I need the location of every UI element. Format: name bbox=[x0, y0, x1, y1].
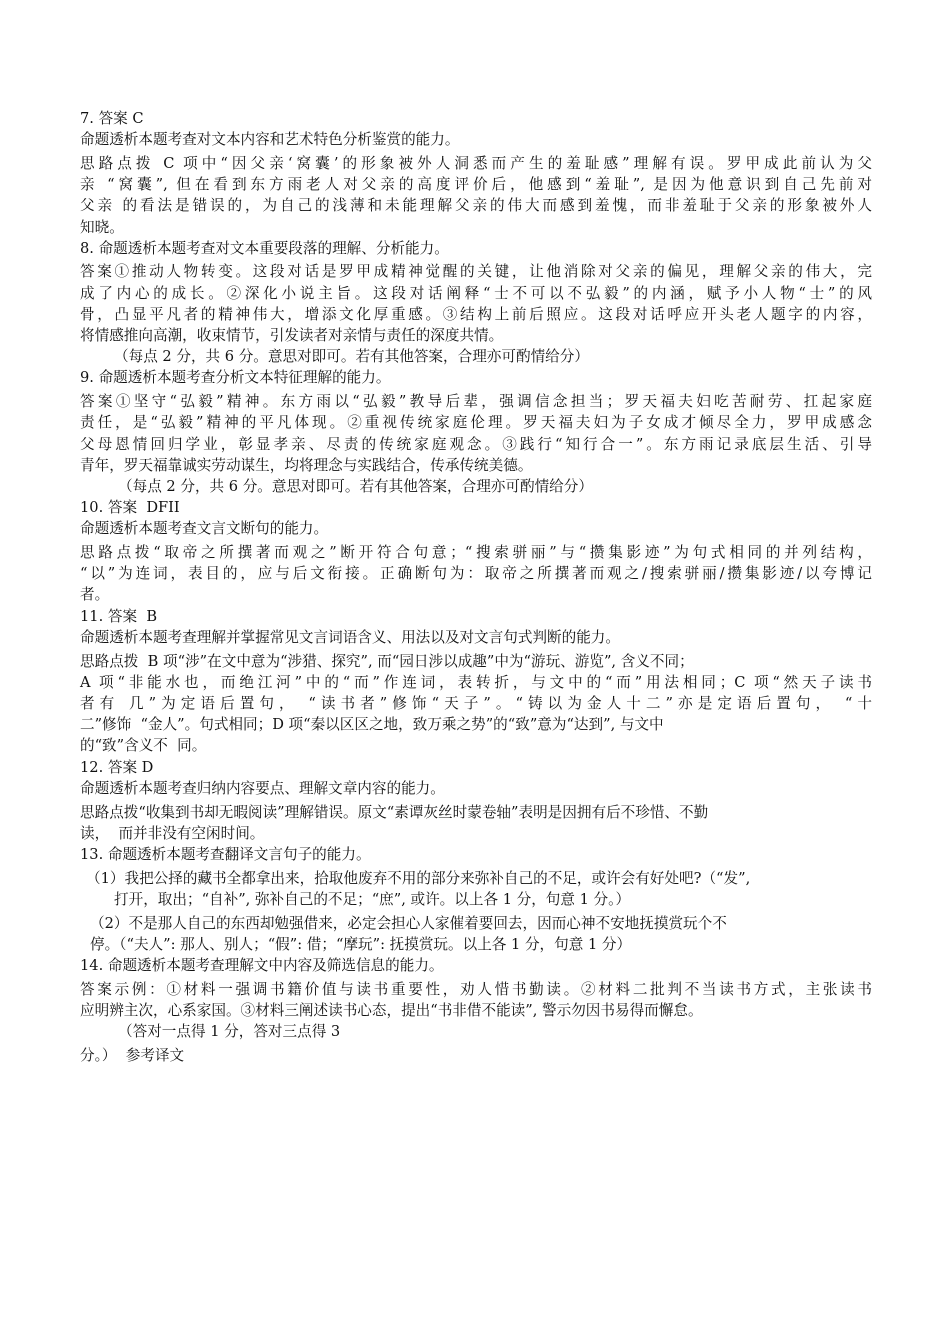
q13-item2-line2: 停。（“夫人”: 那人、别人；“假”: 借；“摩玩”: 抚摸赏玩。以上各 1 分，句意 1 分） bbox=[90, 935, 632, 953]
q14-scoring-note-end: 分。） 参考译文 bbox=[80, 1046, 185, 1064]
q14-analysis: 14. 命题透析本题考查理解文中内容及筛选信息的能力。 bbox=[80, 956, 444, 974]
q9-answer-line2: 责任，是“弘毅”精神的平凡体现。②重视传统家庭伦理。罗天福夫妇为子女成才倾尽全力，罗甲成感念 bbox=[80, 414, 872, 432]
q11-hint-line5: 的“致”含义不 同。 bbox=[80, 737, 207, 755]
q13-analysis: 13. 命题透析本题考查翻译文言句子的能力。 bbox=[80, 845, 371, 863]
q9-scoring-note: （每点 2 分，共 6 分。意思对即可。若有其他答案，合理亦可酌情给分） bbox=[118, 477, 593, 495]
q11-hint-line1: 思路点拨 B 项“涉”在文中意为“涉猎、探究”, 而“园日涉以成趣”中为“游玩、游览”, 含义不同； bbox=[80, 652, 694, 670]
q8-answer-line4: 将情感推向高潮，收束情节，引发读者对亲情与责任的深度共情。 bbox=[80, 327, 504, 345]
q9-answer-line3: 父母恩情回归学业，彰显孝亲、尽责的传统家庭观念。③践行“知行合一”。东方雨记录底层生活、引导 bbox=[80, 435, 872, 453]
q7-analysis: 命题透析本题考查对文本内容和艺术特色分析鉴赏的能力。 bbox=[80, 131, 460, 149]
q14-answer-line2: 应明辨主次，心系家国。③材料三阐述读书心态，提出“书非借不能读”, 警示勿因书易得而懈怠。 bbox=[80, 1001, 703, 1019]
q10-hint-line1: 思路点拨“取帝之所撰著而观之”断开符合句意；“搜索骈丽”与“攒集影迹”为句式相同的并列结构， bbox=[80, 544, 872, 562]
q12-answer: 12. 答案 D bbox=[80, 758, 154, 776]
q13-item2-line1: （2）不是那人自己的东西却勉强借来，必定会担心人家催着要回去，因而心神不安地抚摸赏玩个不 bbox=[90, 914, 727, 932]
q12-hint-line2: 读， 而并非没有空闲时间。 bbox=[80, 824, 265, 842]
q10-hint-line3: 者。 bbox=[80, 586, 110, 604]
q14-scoring-note: （答对一点得 1 分，答对三点得 3 bbox=[118, 1023, 341, 1041]
q9-analysis: 9. 命题透析本题考查分析文本特征理解的能力。 bbox=[80, 369, 391, 387]
q7-hint-line3: 父亲 的看法是错误的，为自己的浅薄和未能理解父亲的伟大而感到羞愧，而非羞耻于父亲的形象被外人 bbox=[80, 197, 872, 215]
q11-analysis: 命题透析本题考查理解并掌握常见文言词语含义、用法以及对文言句式判断的能力。 bbox=[80, 628, 620, 646]
q8-answer-line1: 答案①推动人物转变。这段对话是罗甲成精神觉醒的关键，让他消除对父亲的偏见，理解父亲的伟大，完 bbox=[80, 263, 872, 281]
q14-answer-line1: 答案示例：①材料一强调书籍价值与读书重要性，劝人惜书勤读。②材料二批判不当读书方式，主张读书 bbox=[80, 980, 872, 998]
q9-answer-line4: 青年，罗天福靠诚实劳动谋生，均将理念与实践结合，传承传统美德。 bbox=[80, 456, 533, 474]
q13-item1-line1: （1）我把公择的藏书全都拿出来，拾取他废弃不用的部分来弥补自己的不足，或许会有好处吧?（“发”, bbox=[86, 869, 751, 887]
q10-answer: 10. 答案 DFII bbox=[80, 499, 180, 517]
q11-hint-line3: 者有 几”为定语后置句， “读书者”修饰“天子”。“铸以为金人十二”亦是定语后置句， “十 bbox=[80, 694, 872, 712]
q8-answer-line3: 骨，凸显平凡者的精神伟大，增添文化厚重感。③结构上前后照应。这段对话呼应开头老人题字的内容， bbox=[80, 305, 872, 323]
q7-hint-line4: 知晓。 bbox=[80, 218, 124, 236]
q11-hint-line2: A 项“非能水也，而绝江河”中的“而”作连词，表转折，与文中的“而”用法相同；C 项“然天子读书 bbox=[80, 673, 872, 691]
q8-analysis: 8. 命题透析本题考查对文本重要段落的理解、分析能力。 bbox=[80, 239, 449, 257]
q7-hint-line2: 亲 “窝囊”, 但在看到东方雨老人对父亲的高度评价后，他感到“羞耻”, 是因为他意识到自己先前对 bbox=[80, 176, 872, 194]
q11-answer: 11. 答案 B bbox=[80, 607, 158, 625]
q10-hint-line2: “以”为连词，表目的，应与后文衔接。正确断句为：取帝之所撰著而观之/搜索骈丽/攒集影迹/以夸博记 bbox=[80, 565, 872, 583]
q12-hint-line1: 思路点拨“收集到书却无暇阅读”理解错误。原文“素谭灰丝时蒙卷轴”表明是因拥有后不珍惜、不勤 bbox=[80, 803, 709, 821]
q12-analysis: 命题透析本题考查归纳内容要点、理解文章内容的能力。 bbox=[80, 779, 445, 797]
q9-answer-line1: 答案①坚守“弘毅”精神。东方雨以“弘毅”教导后辈，强调信念担当；罗天福夫妇吃苦耐劳、扛起家庭 bbox=[80, 393, 872, 411]
q8-scoring-note: （每点 2 分，共 6 分。意思对即可。若有其他答案，合理亦可酌情给分） bbox=[114, 348, 589, 366]
q10-analysis: 命题透析本题考查文言文断句的能力。 bbox=[80, 520, 329, 538]
q11-hint-line4: 二”修饰 “金人”。句式相同；D 项“秦以区区之地，致万乘之势”的“致”意为“达到”, 与文中 bbox=[80, 716, 664, 734]
q7-answer: 7. 答案 C bbox=[80, 110, 144, 127]
q8-answer-line2: 成了内心的成长。②深化小说主旨。这段对话阐释“士不可以不弘毅”的内涵，赋予小人物“士”的风 bbox=[80, 284, 872, 302]
q13-item1-line2: 打开，取出；“自补”, 弥补自己的不足；“庶”, 或许。以上各 1 分，句意 1 分。） bbox=[114, 890, 631, 908]
q7-hint-line1: 思路点拨 C 项中“因父亲‘窝囊’的形象被外人洞悉而产生的羞耻感”理解有误。罗甲成此前认为父 bbox=[80, 154, 872, 172]
